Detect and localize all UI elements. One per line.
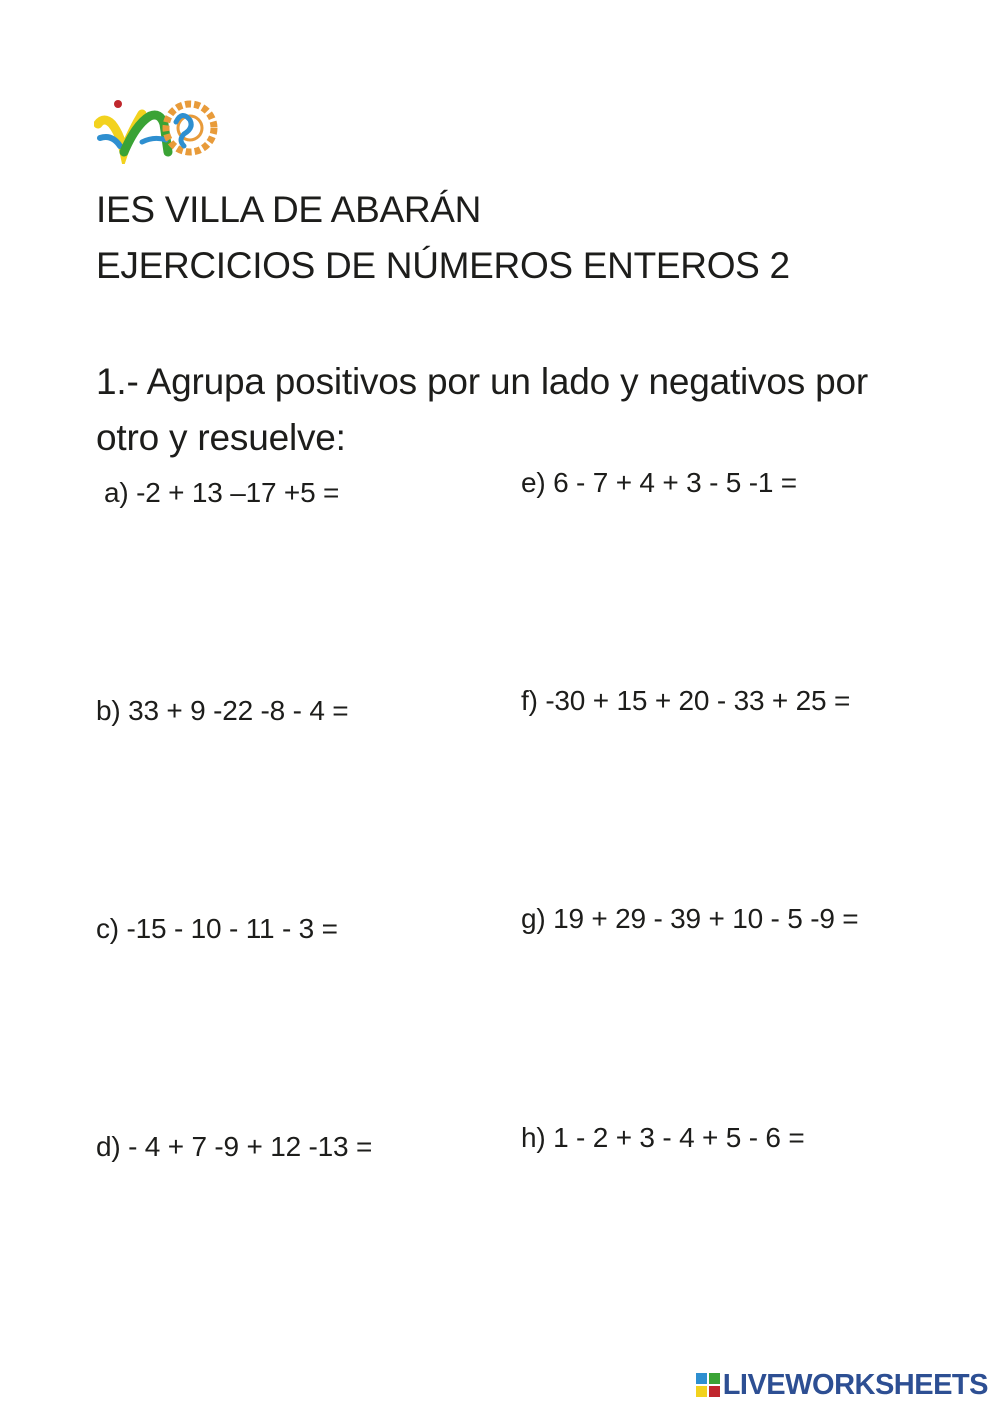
school-name: IES VILLA DE ABARÁN [96,189,482,230]
liveworksheets-brand[interactable] [696,1370,988,1400]
exercise-label: f) [521,685,538,716]
exercise-c [96,912,338,946]
school-logo-icon [94,94,220,164]
exercise-expression: -30 + 15 + 20 - 33 + 25 = [545,685,851,716]
exercise-d [96,1130,372,1164]
liveworksheets-logo-icon [696,1373,720,1397]
exercise-g [521,902,858,936]
exercise-label: d) [96,1131,121,1162]
exercise-expression: 1 - 2 + 3 - 4 + 5 - 6 = [553,1122,805,1153]
exercise-label: h) [521,1122,546,1153]
exercise-label: g) [521,903,546,934]
exercise-expression: 6 - 7 + 4 + 3 - 5 -1 = [553,467,797,498]
exercise-expression: -2 + 13 –17 +5 = [136,477,340,508]
exercise-e [521,466,797,500]
exercise-label: a) [104,477,129,508]
exercise-expression: 19 + 29 - 39 + 10 - 5 -9 = [553,903,859,934]
exercise-f [521,684,850,718]
brand-name: LIVEWORKSHEETS [722,1369,988,1401]
exercise-label: b) [96,695,121,726]
exercise-label: e) [521,467,546,498]
exercise-b [96,694,348,728]
exercise-expression: - 4 + 7 -9 + 12 -13 = [128,1131,373,1162]
exercise-a [104,476,339,510]
worksheet-title: EJERCICIOS DE NÚMEROS ENTEROS 2 [96,245,790,286]
exercise-expression: 33 + 9 -22 -8 - 4 = [128,695,349,726]
exercise-h [521,1121,805,1155]
exercise-label: c) [96,913,119,944]
exercise-expression: -15 - 10 - 11 - 3 = [126,913,338,944]
exercise-instruction: 1.- Agrupa positivos por un lado y negativos por otro y resuelve: [96,361,868,458]
